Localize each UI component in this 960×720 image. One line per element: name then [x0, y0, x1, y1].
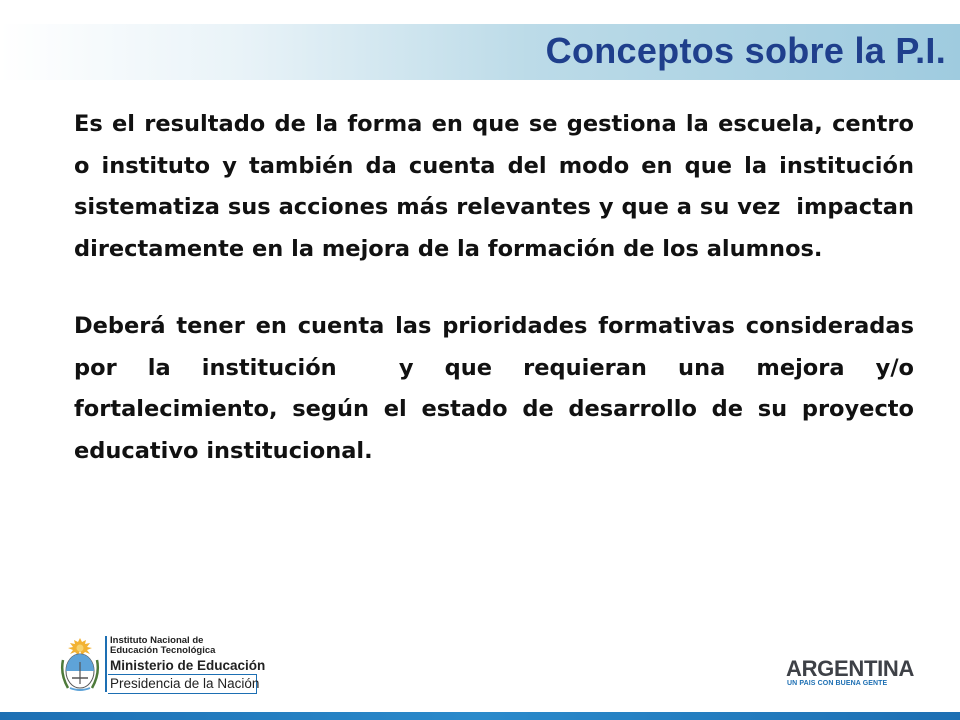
argentina-brand: ARGENTINA [786, 656, 915, 681]
logo-divider [105, 636, 107, 692]
presidency-box [108, 674, 260, 694]
presidency-name: Presidencia de la Nación [110, 676, 260, 691]
institute-line-2: Educación Tecnológica [110, 645, 216, 656]
argentina-logo [786, 656, 916, 688]
slide-content [74, 104, 922, 472]
ministry-logo [60, 632, 270, 696]
argentina-slogan: UN PAIS CON BUENA GENTE [787, 680, 888, 687]
ministry-name: Ministerio de Educación [110, 658, 266, 673]
paragraph-2: Deberá tener en cuenta las prioridades formativas consideradas por la institución y que requieran una mejora y/o fortalecimiento, según el estado de desarrollo de su proyecto educativo institucional. [74, 313, 922, 464]
bottom-bar [0, 712, 960, 720]
institute-name [110, 636, 215, 656]
institute-line-1: Instituto Nacional de [110, 635, 204, 646]
paragraph-1: Es el resultado de la forma en que se gestiona la escuela, centro o instituto y también da cuenta del modo en que la institución sistematiza sus acciones más relevantes y que a su vez impactan directamente en la mejora de la formación de los alumnos. [74, 111, 922, 262]
national-crest-icon [60, 638, 100, 692]
slide-title: Conceptos sobre la P.I. [545, 30, 946, 71]
